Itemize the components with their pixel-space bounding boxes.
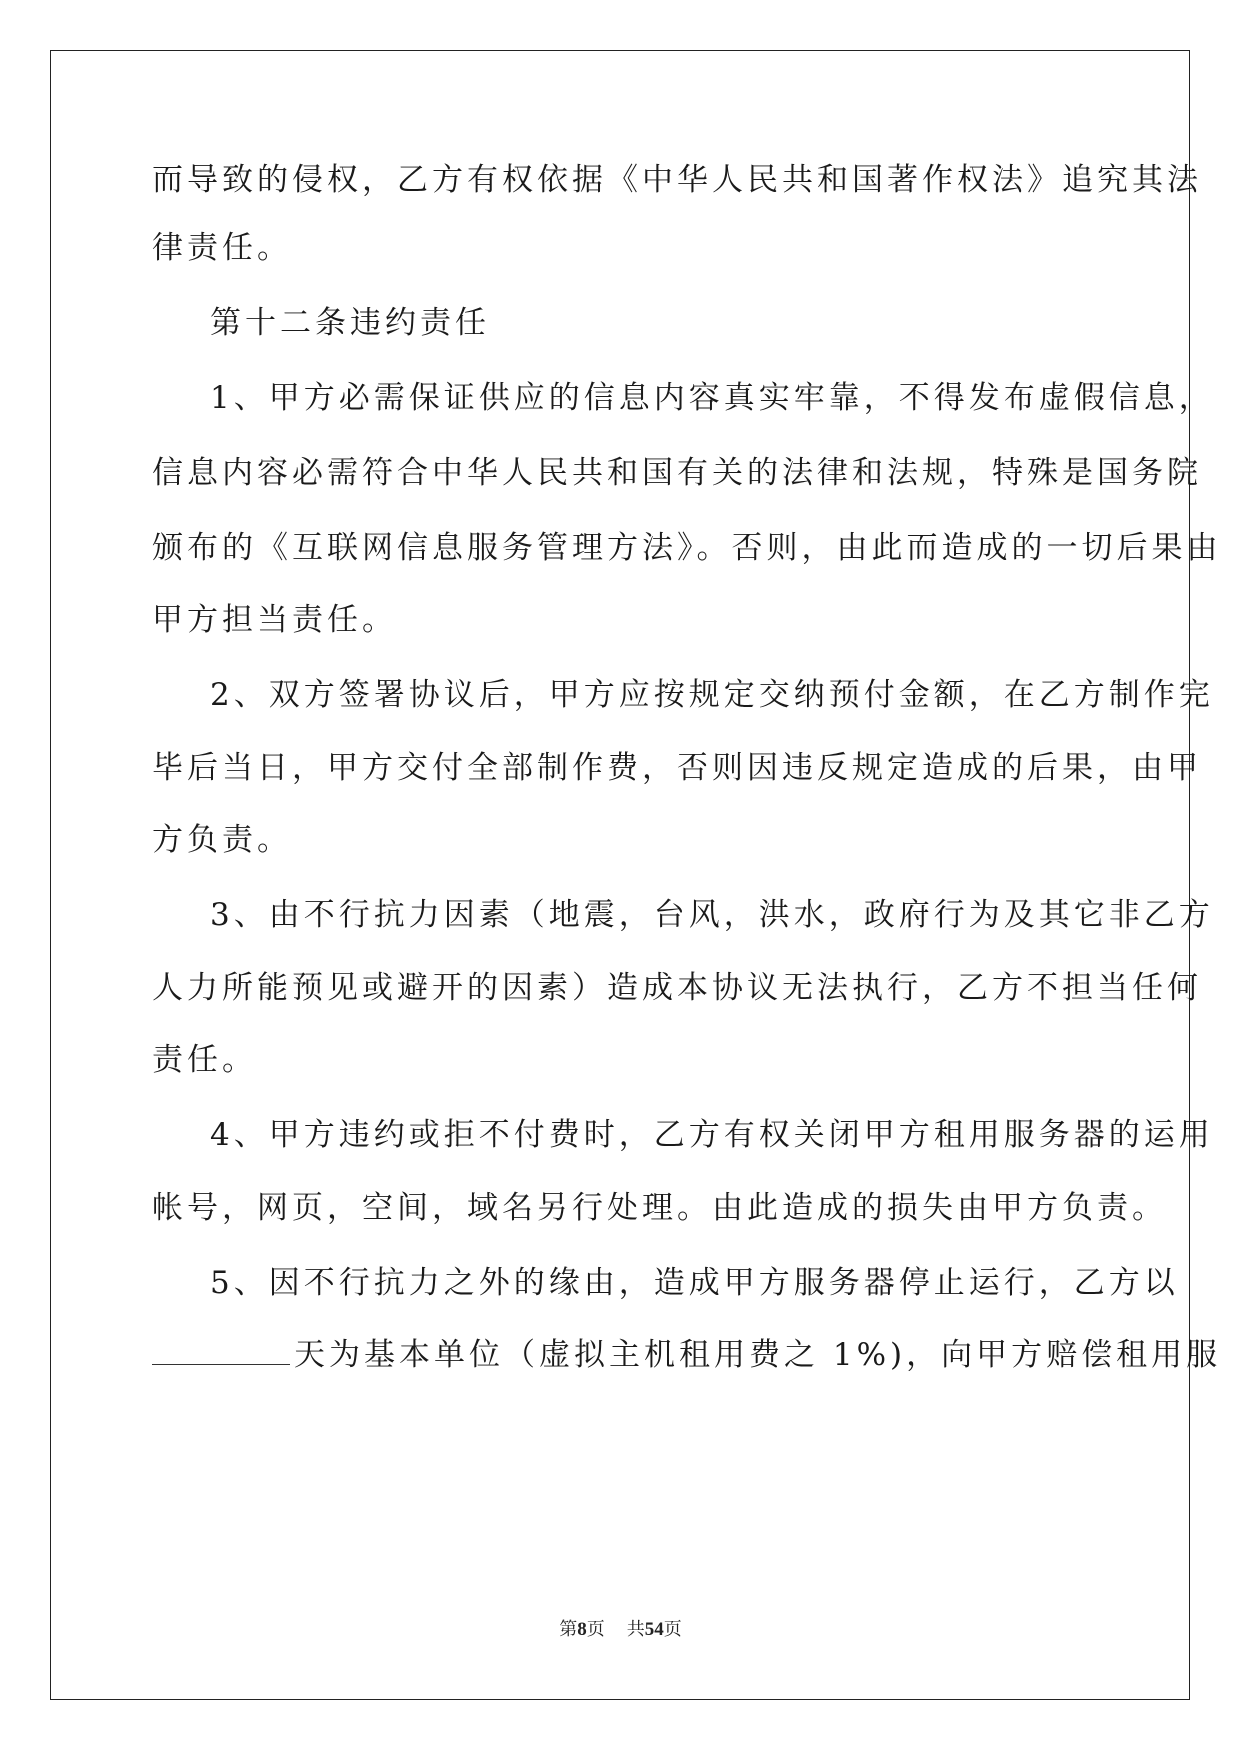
page-total: 54 [644, 1619, 664, 1640]
total-unit: 页 [663, 1619, 682, 1640]
text-line-rest: 天为基本单位（虚拟主机租用费之 1%)，向甲方赔偿租用服 [294, 1337, 1222, 1373]
page-border [50, 50, 1190, 1700]
text-line: 1、甲方必需保证供应的信息内容真实牢靠，不得发布虚假信息， [210, 380, 1214, 416]
text-line-with-blank [152, 1335, 1221, 1375]
page-unit: 页 [586, 1619, 605, 1640]
page-footer [0, 1615, 1241, 1641]
text-line: 颁布的《互联网信息服务管理方法》。否则，由此而造成的一切后果由 [152, 530, 1222, 566]
text-line: 律责任。 [152, 230, 292, 266]
section-heading: 第十二条违约责任 [210, 305, 490, 341]
page-prefix: 第 [559, 1619, 578, 1640]
text-line: 而导致的侵权，乙方有权依据《中华人民共和国著作权法》追究其法 [152, 162, 1202, 198]
total-prefix: 共 [626, 1619, 645, 1640]
fill-in-blank [152, 1336, 290, 1365]
text-line: 4、甲方违约或拒不付费时，乙方有权关闭甲方租用服务器的运用 [210, 1117, 1214, 1153]
text-line: 甲方担当责任。 [152, 602, 397, 638]
text-line: 方负责。 [152, 822, 292, 858]
text-line: 责任。 [152, 1042, 257, 1078]
page-current: 8 [577, 1619, 587, 1640]
text-line: 3、由不行抗力因素（地震，台风，洪水，政府行为及其它非乙方 [210, 897, 1214, 933]
text-line: 信息内容必需符合中华人民共和国有关的法律和法规，特殊是国务院 [152, 455, 1202, 491]
text-line: 2、双方签署协议后，甲方应按规定交纳预付金额，在乙方制作完 [210, 677, 1214, 713]
text-line: 帐号，网页，空间，域名另行处理。由此造成的损失由甲方负责。 [152, 1190, 1167, 1226]
text-line: 毕后当日，甲方交付全部制作费，否则因违反规定造成的后果，由甲 [152, 750, 1202, 786]
text-line: 人力所能预见或避开的因素）造成本协议无法执行，乙方不担当任何 [152, 970, 1202, 1006]
text-line: 5、因不行抗力之外的缘由，造成甲方服务器停止运行，乙方以 [210, 1265, 1179, 1301]
